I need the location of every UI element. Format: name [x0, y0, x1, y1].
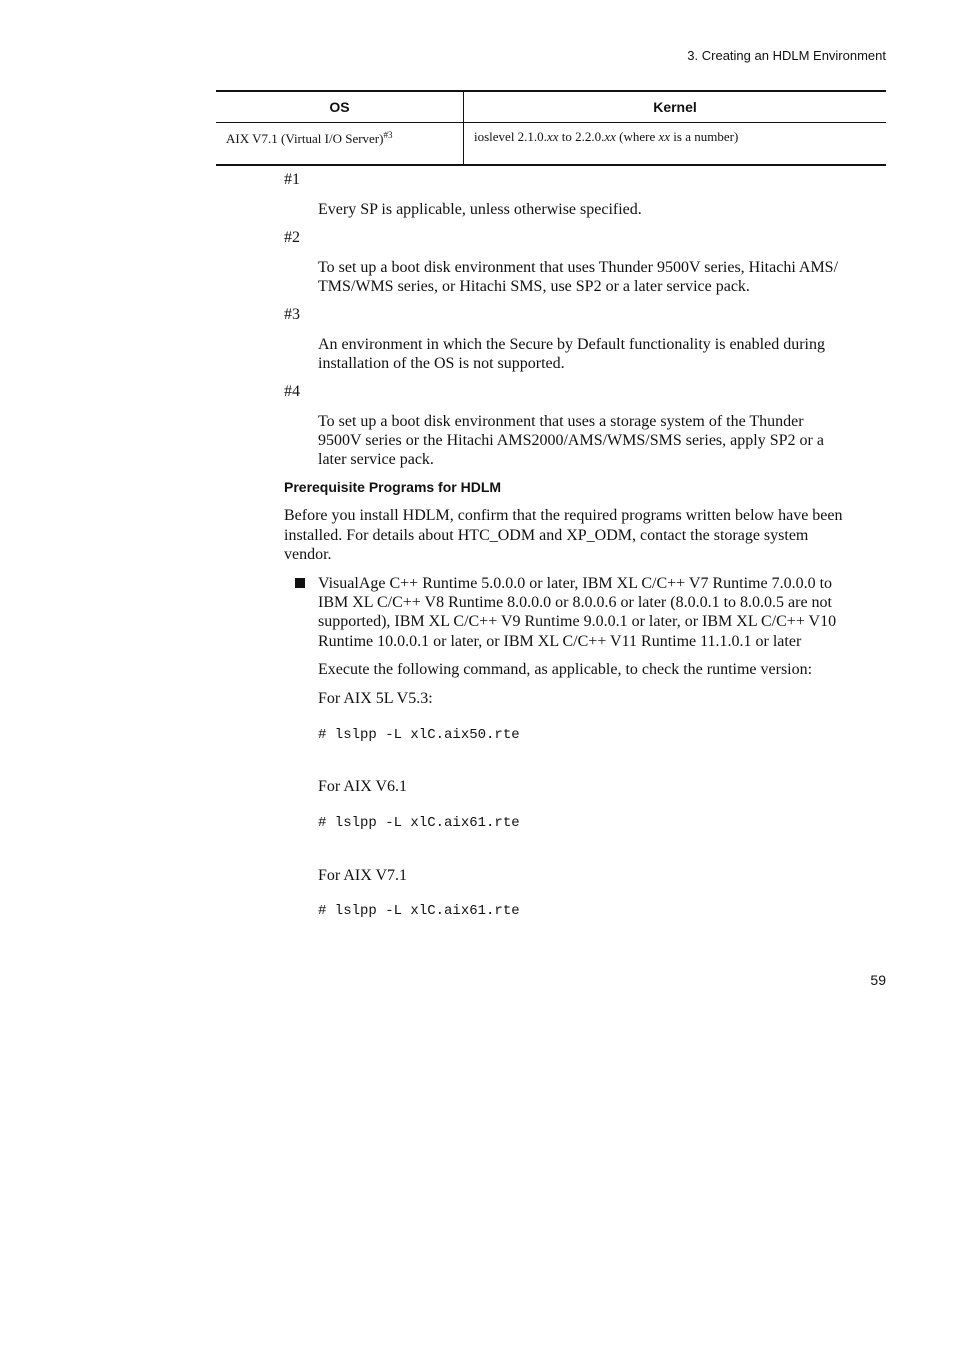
kernel-text: (where [615, 129, 659, 144]
text-line: To set up a boot disk environment that uses a storage system of the Thunder [318, 413, 804, 430]
text-line: 9500V series or the Hitachi AMS2000/AMS/WMS/SMS series, apply SP2 or a [318, 432, 824, 450]
text-line: Before you install HDLM, confirm that the required programs written below have been [284, 507, 843, 524]
check-instruction: Execute the following command, as applicable, to check the runtime version: [318, 661, 813, 678]
column-header-kernel: Kernel [464, 91, 887, 123]
runtime-bullet-text [318, 574, 888, 651]
kernel-var: xx [604, 129, 616, 144]
kernel-cell [464, 123, 887, 166]
note-label-1: #1 [284, 171, 300, 188]
table-row [216, 123, 886, 166]
running-header: 3. Creating an HDLM Environment [687, 48, 886, 63]
command-label-aix61: For AIX V6.1 [318, 778, 408, 795]
os-value: AIX V7.1 (Virtual I/O Server) [226, 131, 384, 146]
text-line: installation of the OS is not supported. [318, 355, 565, 373]
text-line: To set up a boot disk environment that uses Thunder 9500V series, Hitachi AMS/ [318, 259, 839, 276]
text-line: Runtime 10.0.0.1 or later, or IBM XL C/C++ V11 Runtime 11.1.0.1 or later [318, 632, 802, 650]
text-line: supported), IBM XL C/C++ V9 Runtime 9.0.0.1 or later, or IBM XL C/C++ V10 [318, 613, 837, 631]
text-line: VisualAge C++ Runtime 5.0.0.0 or later, IBM XL C/C++ V7 Runtime 7.0.0.0 to [318, 575, 833, 592]
note-label-4: #4 [284, 383, 300, 400]
kernel-var: xx [546, 129, 559, 144]
text-line: An environment in which the Secure by Default functionality is enabled during [318, 336, 825, 353]
page-number: 59 [870, 972, 886, 988]
note-label-2: #2 [284, 229, 300, 246]
os-footnote-ref: #3 [383, 130, 393, 140]
text-line: later service pack. [318, 451, 434, 469]
kernel-text: ioslevel 2.1.0. [474, 129, 547, 144]
os-cell [216, 123, 464, 166]
kernel-var: xx [658, 129, 671, 144]
command-code-aix53: # lslpp -L xlC.aix50.rte [318, 727, 520, 743]
column-header-os: OS [216, 91, 464, 123]
section-intro [284, 506, 888, 565]
note-label-3: #3 [284, 306, 300, 323]
section-heading: Prerequisite Programs for HDLM [284, 479, 502, 495]
note-text-2 [318, 258, 888, 296]
kernel-text: is a number) [670, 129, 739, 144]
text-line: vendor. [284, 546, 332, 563]
text-line: TMS/WMS series, or Hitachi SMS, use SP2 or a later service pack. [318, 278, 750, 296]
note-text-3 [318, 335, 888, 373]
command-label-aix71: For AIX V7.1 [318, 867, 408, 884]
command-code-aix61: # lslpp -L xlC.aix61.rte [318, 815, 520, 831]
kernel-text: to 2.2.0. [558, 129, 605, 144]
bullet-square-icon [295, 578, 306, 589]
note-text-1: Every SP is applicable, unless otherwise specified. [318, 201, 642, 218]
note-text-4 [318, 412, 888, 470]
command-code-aix71: # lslpp -L xlC.aix61.rte [318, 903, 520, 919]
os-kernel-table [216, 90, 886, 166]
text-line: installed. For details about HTC_ODM and XP_ODM, contact the storage system [284, 526, 809, 544]
command-label-aix53: For AIX 5L V5.3: [318, 690, 433, 707]
text-line: IBM XL C/C++ V8 Runtime 8.0.0.0 or 8.0.0.6 or later (8.0.0.1 to 8.0.0.5 are not [318, 594, 832, 612]
table-header-row [216, 91, 886, 123]
